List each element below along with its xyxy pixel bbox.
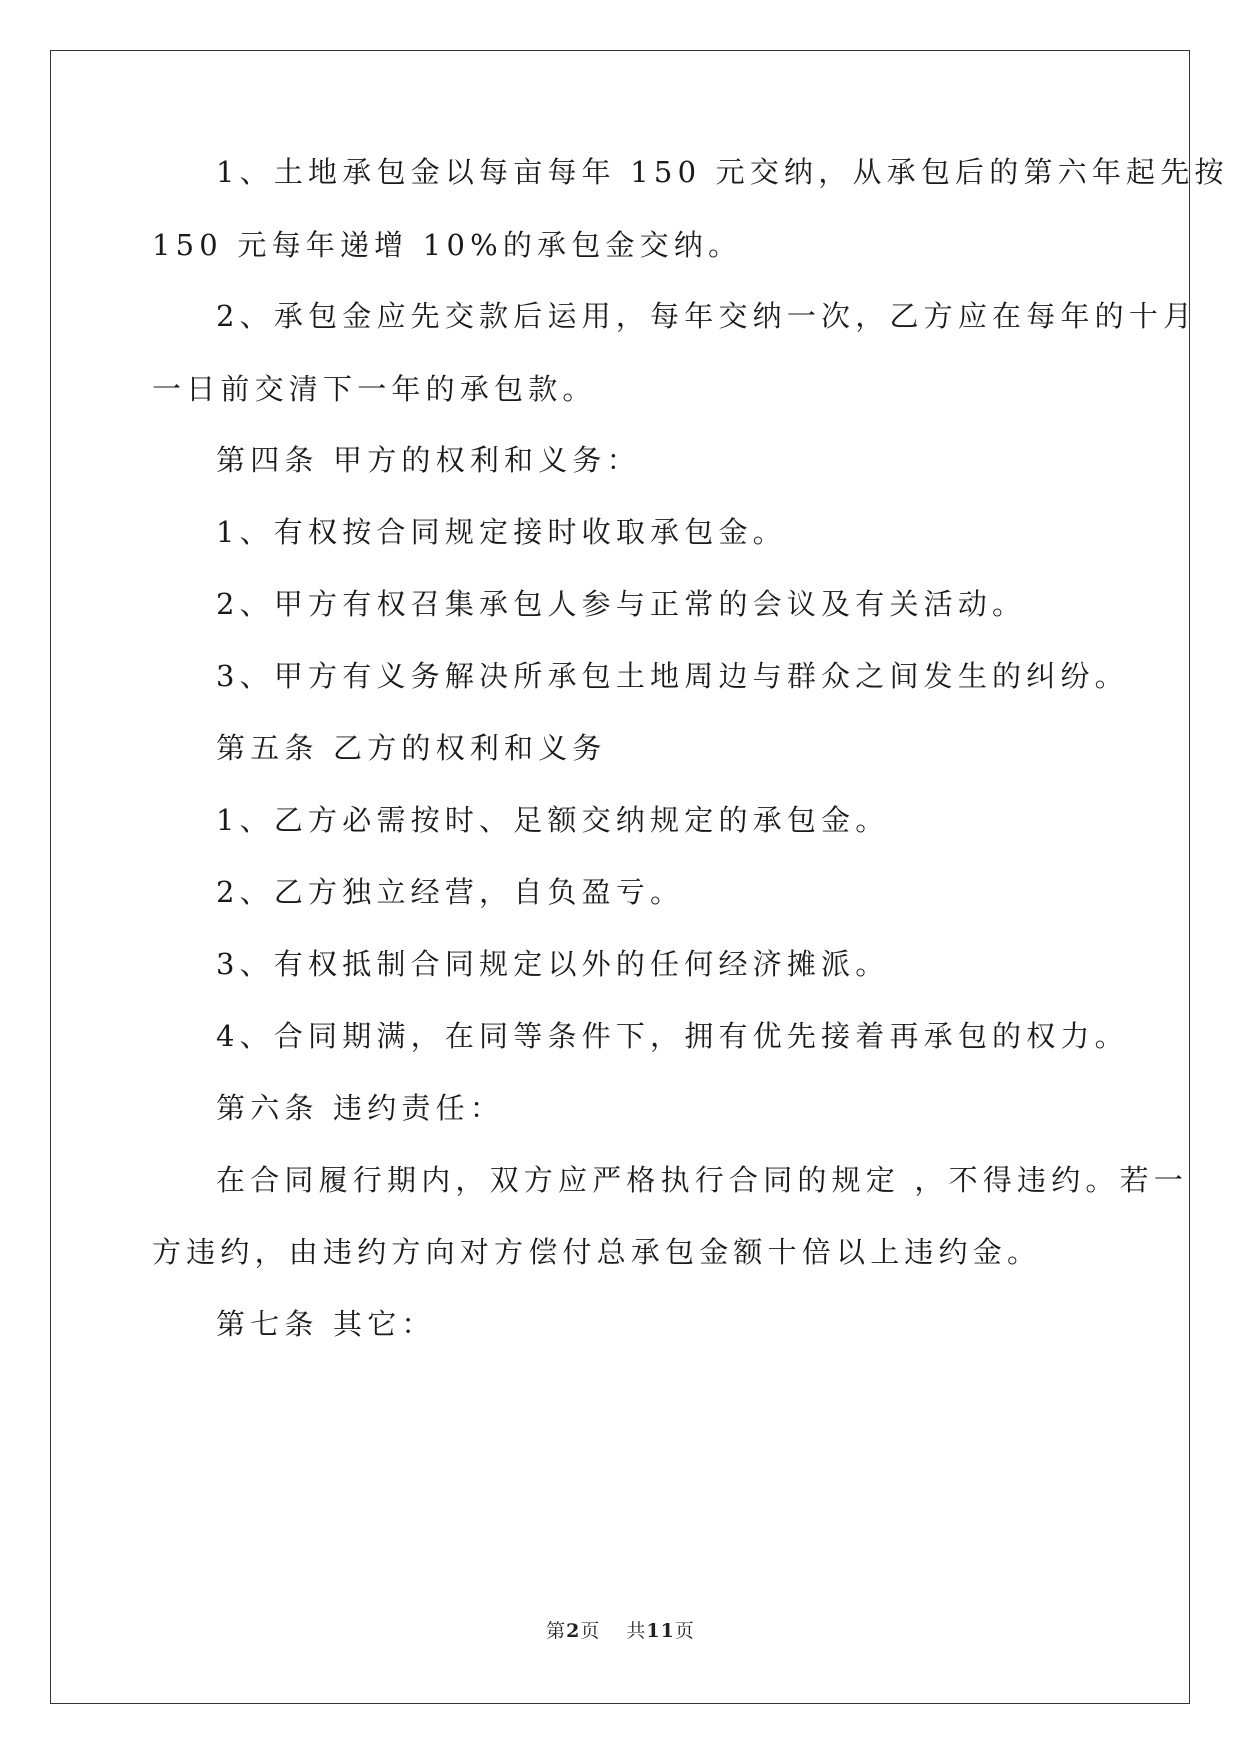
paragraph-line-1: 1、土地承包金以每亩每年 150 元交纳，从承包后的第六年起先按 bbox=[216, 155, 1229, 189]
page-suffix: 页 bbox=[580, 1620, 601, 1642]
total-pages: 11 bbox=[646, 1620, 675, 1642]
paragraph-line-13: 4、合同期满，在同等条件下，拥有优先接着再承包的权力。 bbox=[216, 1019, 1129, 1053]
total-suffix: 页 bbox=[674, 1620, 695, 1642]
article-heading-6: 第六条 违约责任： bbox=[216, 1091, 505, 1125]
paragraph-line-7: 2、甲方有权召集承包人参与正常的会议及有关活动。 bbox=[216, 587, 1027, 621]
paragraph-line-4: 一日前交清下一年的承包款。 bbox=[152, 372, 597, 406]
paragraph-line-2: 150 元每年递增 10%的承包金交纳。 bbox=[152, 228, 743, 262]
paragraph-line-6: 1、有权按合同规定接时收取承包金。 bbox=[216, 515, 787, 549]
paragraph-line-10: 1、乙方必需按时、足额交纳规定的承包金。 bbox=[216, 803, 890, 837]
article-heading-7: 第七条 其它： bbox=[216, 1307, 436, 1341]
total-prefix: 共 bbox=[626, 1620, 647, 1642]
paragraph-line-15: 在合同履行期内，双方应严格执行合同的规定 ，不得违约。若一 bbox=[216, 1163, 1189, 1197]
paragraph-line-3: 2、承包金应先交款后运用，每年交纳一次，乙方应在每年的十月 bbox=[216, 299, 1198, 333]
article-heading-5: 第五条 乙方的权利和义务 bbox=[216, 731, 607, 765]
paragraph-line-8: 3、甲方有义务解决所承包土地周边与群众之间发生的纠纷。 bbox=[216, 659, 1129, 693]
page-prefix: 第 bbox=[546, 1620, 567, 1642]
article-heading-4: 第四条 甲方的权利和义务： bbox=[216, 443, 641, 477]
page-number: 2 bbox=[566, 1620, 581, 1642]
paragraph-line-12: 3、有权抵制合同规定以外的任何经济摊派。 bbox=[216, 947, 890, 981]
paragraph-line-16: 方违约，由违约方向对方偿付总承包金额十倍以上违约金。 bbox=[152, 1235, 1042, 1269]
page-footer bbox=[0, 1616, 1241, 1643]
paragraph-line-11: 2、乙方独立经营，自负盈亏。 bbox=[216, 875, 685, 909]
